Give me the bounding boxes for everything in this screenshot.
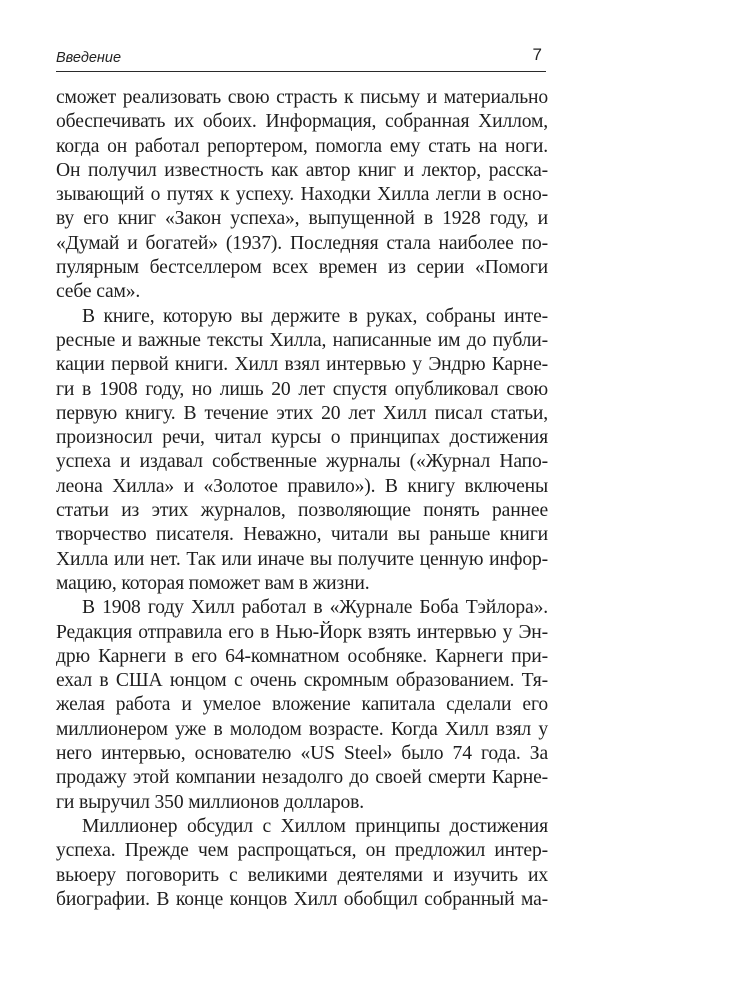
text-line: желая работа и умелое вложение капитала сделали его [56,694,548,716]
paragraph [56,815,548,912]
text-line: кации первой книги. Хилл взял интервью у Эндрю Карне- [56,354,548,376]
page-number: 7 [532,45,542,64]
text-line: сможет реализовать свою страсть к письму и материально [56,87,548,108]
text-line: В 1908 году Хилл работал в «Журнале Боба Тэйлора». [82,597,548,619]
text-line: Редакция отправила его в Нью-Йорк взять интервью у Эн- [56,621,548,643]
text-line: успеха и издавал собственные журналы («Журнал Напо- [56,451,548,473]
text-line: ехал в США юнцом с очень скромным образованием. Тя- [56,670,548,692]
text-line: вьюеру поговорить с великими деятелями и изучить их [56,864,548,886]
text-line: продажу этой компании незадолго до своей смерти Карне- [56,767,548,789]
text-line: Хилла или нет. Так или иначе вы получите ценную инфор- [56,548,548,570]
text-line: ву его книг «Закон успеха», выпущенной в 1928 году, и [56,208,548,230]
text-line: мацию, которая поможет вам в жизни. [56,572,370,594]
text-line: ги выручил 350 миллионов долларов. [56,791,365,813]
text-line: произносил речи, читал курсы о принципах достижения [56,427,548,449]
text-line: «Думай и богатей» (1937). Последняя стала наиболее по- [56,232,548,254]
text-line: биографии. В конце концов Хилл обобщил собранный ма- [56,888,548,910]
text-line: миллионером уже в молодом возрасте. Когда Хилл взял у [56,718,548,740]
body-text [56,86,548,912]
text-line: статьи из этих журналов, позволяющие понять раннее [56,500,548,522]
paragraph [56,86,548,305]
text-line: первую книгу. В течение этих 20 лет Хилл писал статьи, [56,402,548,424]
running-header [56,45,546,72]
text-line: когда он работал репортером, помогла ему стать на ноги. [56,135,548,157]
text-line: дрю Карнеги в его 64-комнатном особняке. Карнеги при- [56,645,548,667]
text-line: творчество писателя. Неважно, читали вы раньше книги [56,524,548,546]
paragraph [56,596,548,815]
text-line: себе сам». [56,281,141,303]
text-line: ги в 1908 году, но лишь 20 лет спустя опубликовал свою [56,378,548,400]
text-line: леона Хилла» и «Золотое правило»). В книгу включены [56,475,548,497]
text-line: пулярным бестселлером всех времен из серии «Помоги [56,257,548,279]
text-line: В книге, которую вы держите в руках, собраны инте- [82,305,548,327]
text-line: Миллионер обсудил с Хиллом принципы достижения [82,815,548,837]
text-line: зывающий о путях к успеху. Находки Хилла легли в осно- [56,184,548,206]
text-line: успеха. Прежде чем распрощаться, он предложил интер- [56,840,548,862]
text-line: ресные и важные тексты Хилла, написанные им до публи- [56,329,548,351]
section-title: Введение [56,50,122,66]
paragraph [56,305,548,597]
text-line: него интервью, основателю «US Steel» было 74 года. За [56,743,548,765]
text-line: обеспечивать их обоих. Информация, собранная Хиллом, [56,111,548,133]
text-line: Он получил известность как автор книг и лектор, расска- [56,159,548,181]
